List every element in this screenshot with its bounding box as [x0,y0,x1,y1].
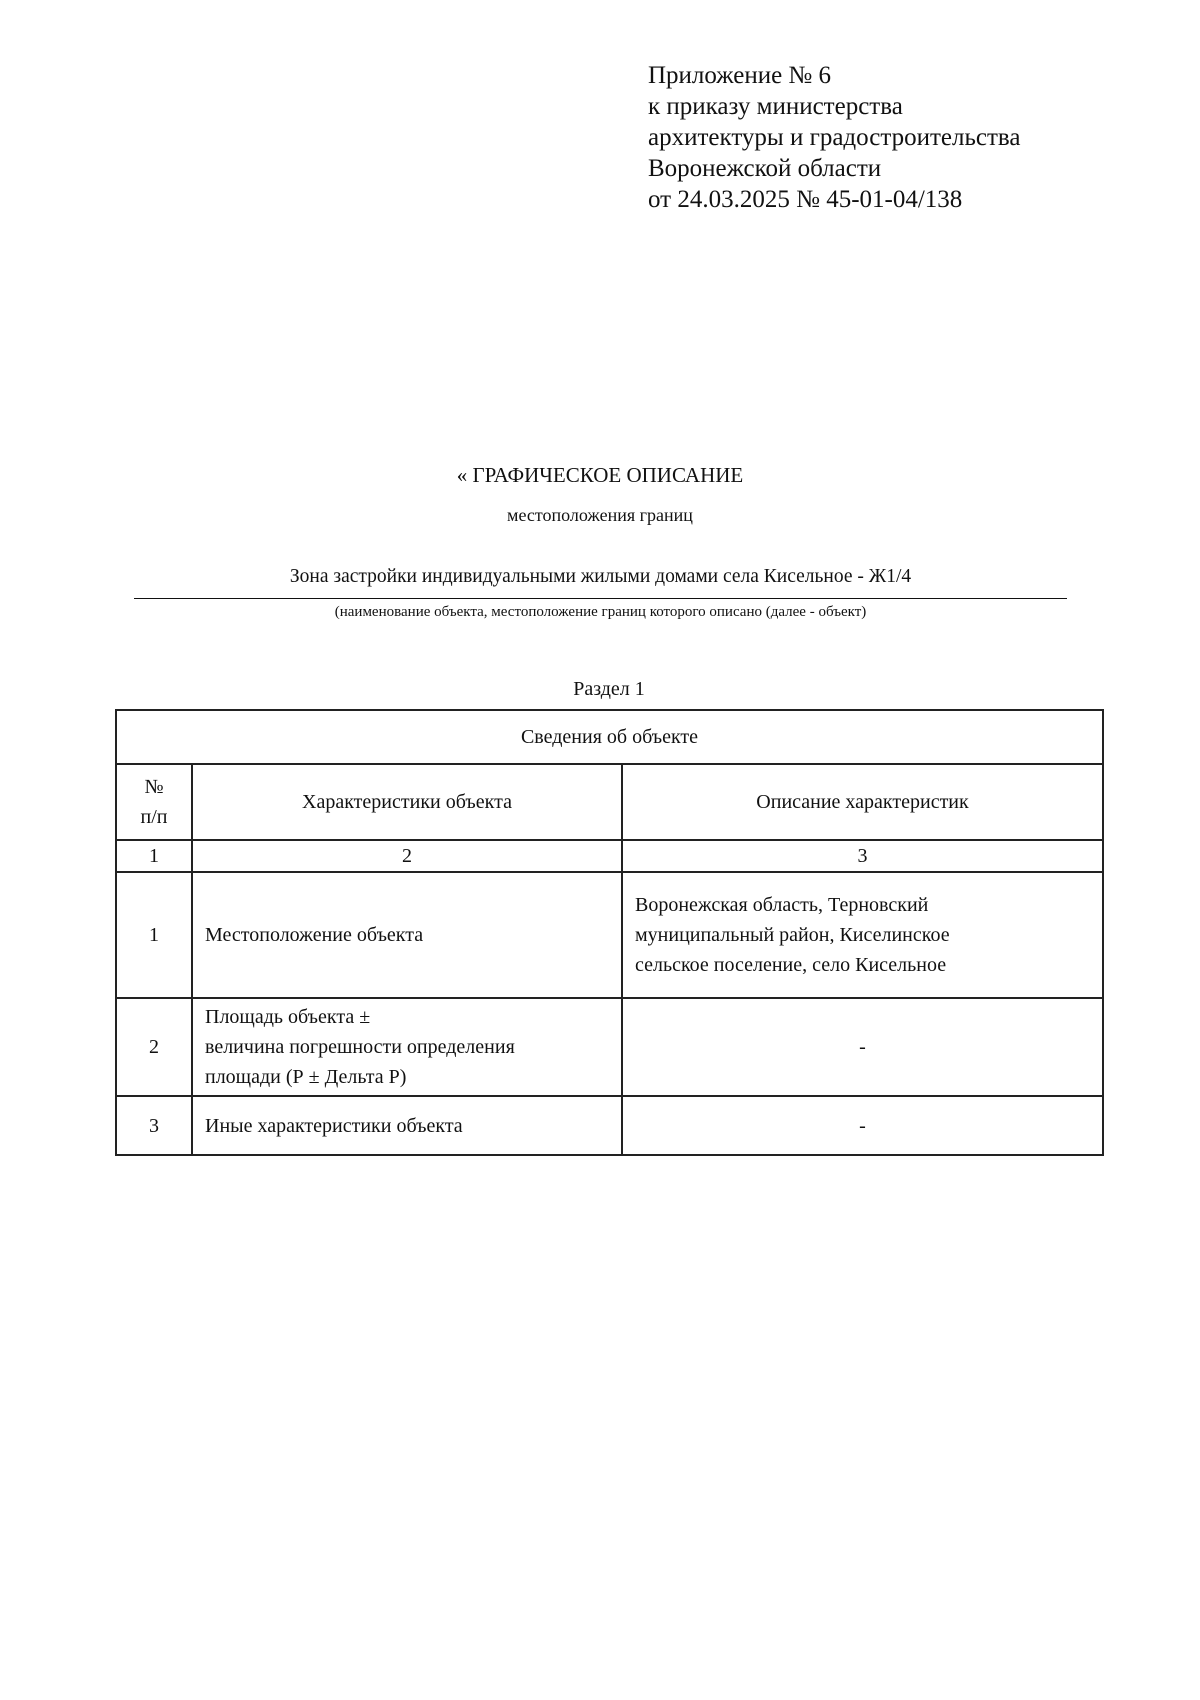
row-num: 3 [116,1096,192,1155]
cell-line: площади (Р ± Дельта Р) [205,1066,407,1088]
row-description [622,872,1103,998]
column-number: 3 [622,840,1103,872]
header-description: Описание характеристик [622,764,1103,840]
column-number: 1 [116,840,192,872]
table-row [116,1096,1103,1155]
table-row [116,998,1103,1096]
column-number: 2 [192,840,622,872]
object-name-caption: (наименование объекта, местоположение границ которого описано (далее - объект) [334,604,867,620]
document-title: « ГРАФИЧЕСКОЕ ОПИСАНИЕ [456,463,744,487]
object-info-table [115,709,1104,1156]
appendix-line: архитектуры и градостроительства [648,124,1021,151]
object-name: Зона застройки индивидуальными жилыми домами села Кисельное - Ж1/4 [289,566,912,587]
row-characteristic [192,1096,622,1155]
cell-line: сельское поселение, село Кисельное [635,954,947,976]
table-caption: Сведения об объекте [116,710,1103,764]
header-num-line: п/п [140,806,168,828]
cell-line: муниципальный район, Киселинское [635,924,950,946]
appendix-line: Воронежской области [648,155,882,182]
header-characteristic: Характеристики объекта [192,764,622,840]
header-num-line: № [144,776,164,798]
cell-line: - [859,1036,866,1058]
appendix-header [648,60,1020,215]
cell-line: величина погрешности определения [205,1036,515,1058]
row-description [622,1096,1103,1155]
table-row [116,872,1103,998]
document-subtitle: местоположения границ [507,505,693,525]
cell-line: Иные характеристики объекта [205,1114,463,1137]
row-description [622,998,1103,1096]
appendix-line: от 24.03.2025 № 45-01-04/138 [648,186,963,213]
object-name-underline [134,598,1067,599]
cell-line: Площадь объекта ± [205,1006,371,1028]
cell-line: - [859,1114,866,1137]
row-characteristic [192,998,622,1096]
appendix-line: Приложение № 6 [648,62,832,89]
section-label: Раздел 1 [573,678,645,700]
appendix-line: к приказу министерства [648,93,903,120]
row-characteristic [192,872,622,998]
cell-line: Воронежская область, Терновский [635,894,929,916]
cell-line: Местоположение объекта [205,924,424,946]
row-num: 2 [116,998,192,1096]
row-num: 1 [116,872,192,998]
header-num [116,764,192,840]
